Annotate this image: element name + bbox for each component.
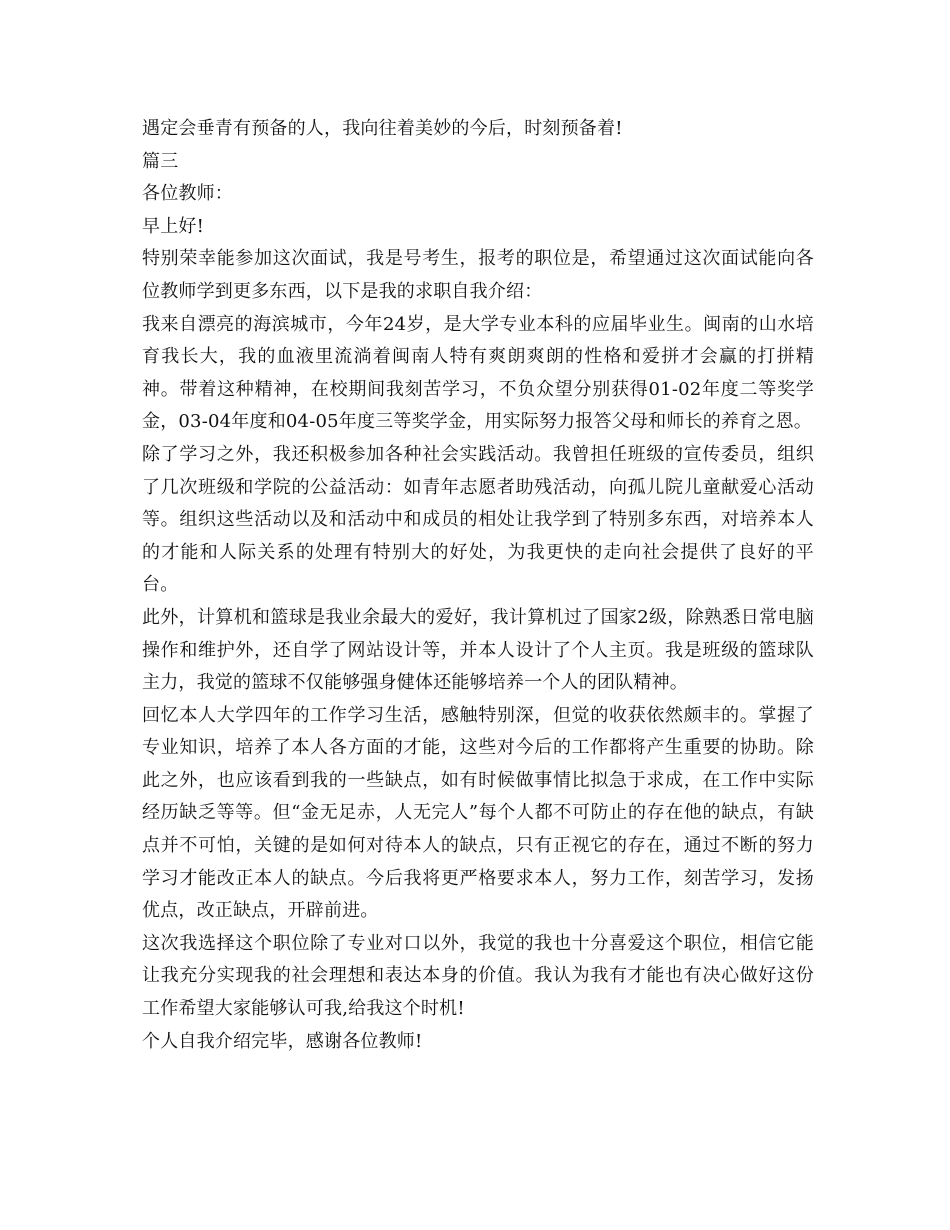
paragraph-activities: 除了学习之外，我还积极参加各种社会实践活动。我曾担任班级的宣传委员，组织了几次班级和学院的公益活动：如青年志愿者助残活动，向孤儿院儿童献爱心活动等。组织这些活动以及和活动中和成员的相处让我学到了特别多东西，对培养本人的才能和人际关系的处理有特别大的好处，为我更快的走向社会提供了良好的平台。 [142, 443, 814, 596]
paragraph-intro-closing: 遇定会垂青有预备的人，我向往着美妙的今后，时刻预备着! [142, 118, 623, 139]
paragraph-closing: 个人自我介绍完毕，感谢各位教师! [142, 1030, 423, 1052]
document-body [142, 113, 814, 1058]
paragraph-motivation: 这次我选择这个职位除了专业对口以外，我觉的我也十分喜爱这个职位，相信它能让我充分实现我的社会理想和表达本身的价值。我认为我有才能也有决心做好这份工作希望大家能够认可我,给我这个时机! [142, 932, 814, 1020]
section-heading: 篇三 [142, 150, 179, 172]
paragraph-opening: 特别荣幸能参加这次面试，我是号考生，报考的职位是，希望通过这次面试能向各位教师学到更多东西，以下是我的求职自我介绍： [142, 248, 814, 302]
greeting: 早上好! [142, 215, 205, 237]
paragraph-hobbies: 此外，计算机和篮球是我业余最大的爱好，我计算机过了国家2级，除熟悉日常电脑操作和维护外，还自学了网站设计等，并本人设计了个人主页。我是班级的篮球队主力，我觉的篮球不仅能够强身健体还能够培养一个人的团队精神。 [142, 606, 814, 694]
salutation: 各位教师： [142, 183, 233, 205]
paragraph-reflection: 回忆本人大学四年的工作学习生活，感触特别深，但觉的收获依然颇丰的。掌握了专业知识，培养了本人各方面的才能，这些对今后的工作都将产生重要的协助。除此之外，也应该看到我的一些缺点，如有时候做事情比拟急于求成，在工作中实际经历缺乏等等。但“金无足赤，人无完人”每个人都不可防止的存在他的缺点，有缺点并不可怕，关键的是如何对待本人的缺点，只有正视它的存在，通过不断的努力学习才能改正本人的缺点。今后我将更严格要求本人，努力工作，刻苦学习，发扬优点，改正缺点，开辟前进。 [142, 704, 814, 922]
paragraph-background: 我来自漂亮的海滨城市，今年24岁，是大学专业本科的应届毕业生。闽南的山水培育我长大，我的血液里流淌着闽南人特有爽朗爽朗的性格和爱拼才会赢的打拼精神。带着这种精神，在校期间我刻苦学习，不负众望分别获得01-02年度二等奖学金，03-04年度和04-05年度三等奖学金，用实际努力报答父母和师长的养育之恩。 [142, 313, 814, 433]
